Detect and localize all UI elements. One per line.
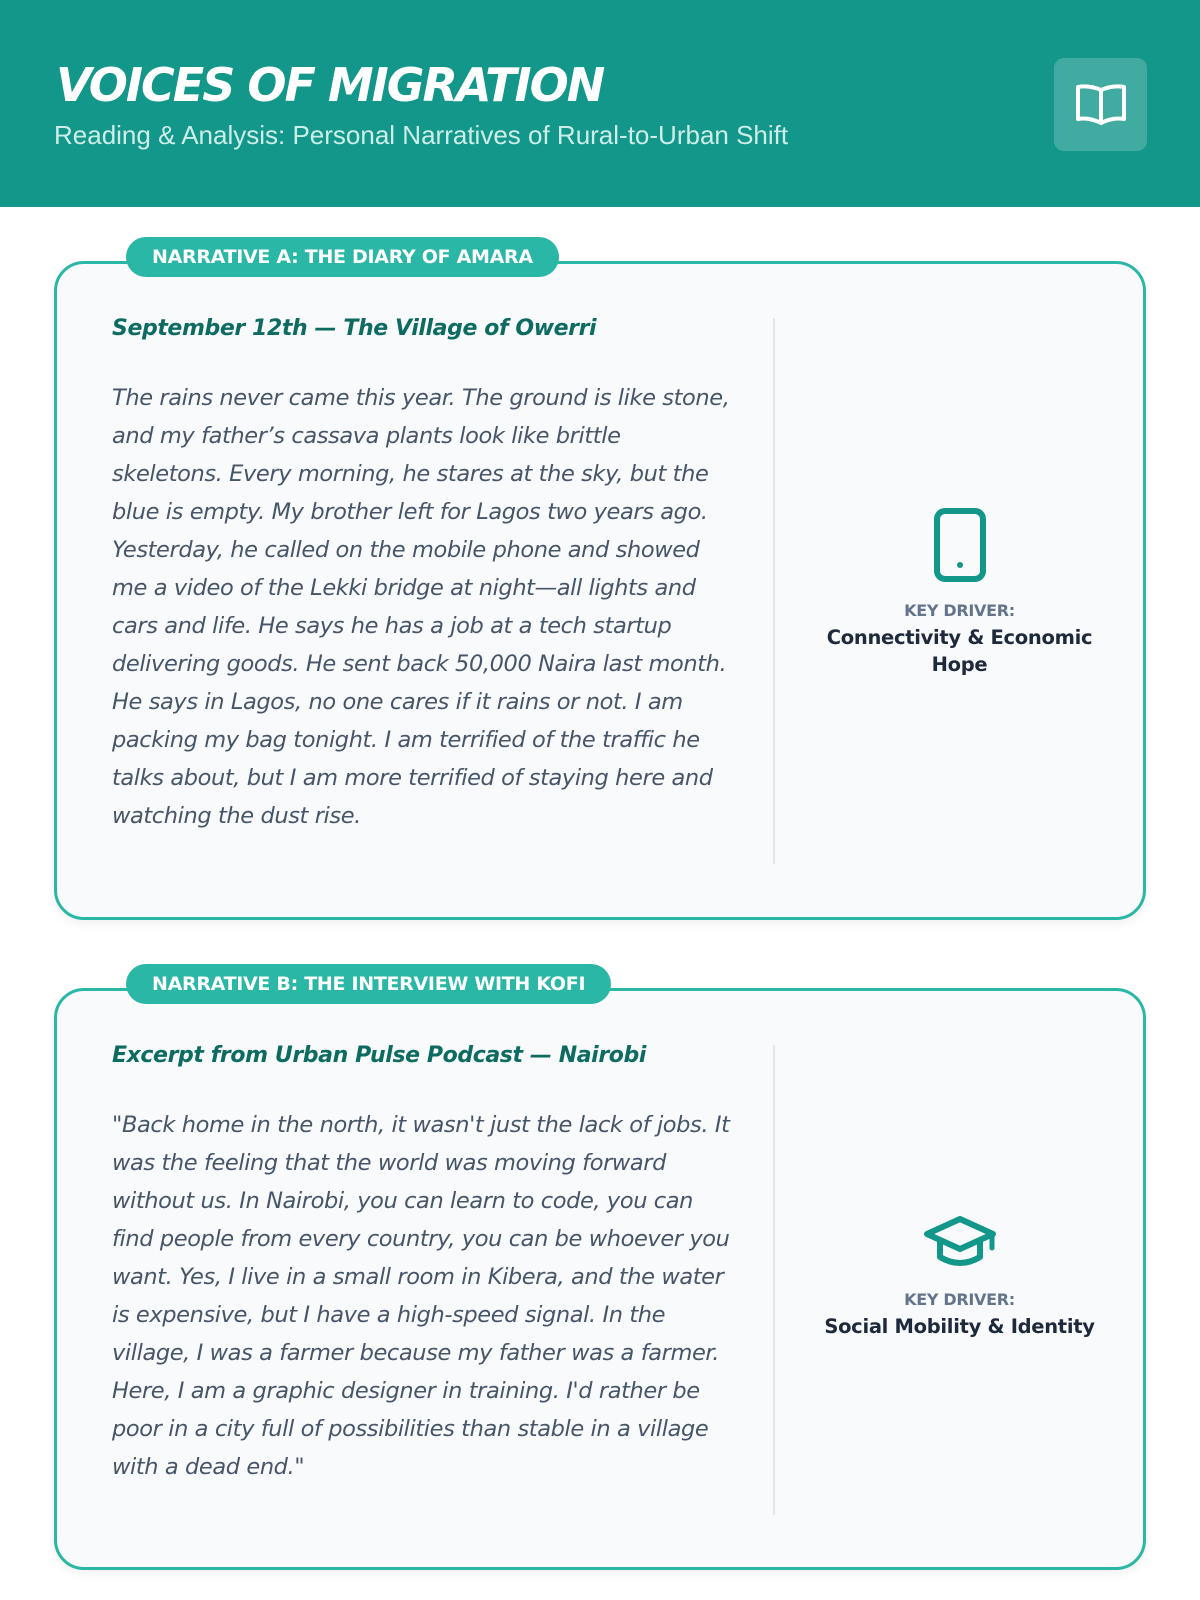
page-header bbox=[0, 0, 1200, 207]
page-subtitle: Reading & Analysis: Personal Narratives of Rural-to-Urban Shift bbox=[54, 120, 789, 150]
narrative-card-b bbox=[54, 973, 1146, 1570]
key-driver bbox=[777, 1214, 1142, 1340]
key-driver-label: KEY DRIVER: bbox=[904, 1290, 1015, 1309]
page-title: VOICES OF MIGRATION bbox=[56, 58, 604, 112]
key-driver-value: Connectivity & Economic Hope bbox=[826, 626, 1093, 676]
narrative-tag: NARRATIVE A: THE DIARY OF AMARA bbox=[126, 237, 559, 277]
key-driver-value: Social Mobility & Identity bbox=[824, 1315, 1095, 1338]
narrative-tag: NARRATIVE B: THE INTERVIEW WITH KOFI bbox=[126, 964, 611, 1004]
narrative-card-a bbox=[54, 246, 1146, 920]
key-driver-label: KEY DRIVER: bbox=[904, 601, 1015, 620]
key-driver bbox=[777, 507, 1142, 678]
book-button[interactable] bbox=[1054, 58, 1147, 151]
narrative-body: "Back home in the north, it wasn't just the lack of jobs. It was the feeling that the world was moving forward without us. In Nairobi, you can learn to code, you can find people from every country, you can be whoever you want. Yes, I live in a small room in Kibera, and the water is expensive, but I have a high-speed signal. In the village, I was a farmer because my father was a farmer. Here, I am a graphic designer in training. I'd rather be poor in a city full of possibilities than stable in a village with a dead end." bbox=[112, 1112, 730, 1480]
column-divider bbox=[773, 1045, 775, 1515]
column-divider bbox=[773, 318, 775, 864]
graduation-cap-icon bbox=[922, 1214, 998, 1272]
mobile-phone-icon bbox=[932, 507, 988, 583]
narrative-heading: September 12th — The Village of Owerri bbox=[112, 316, 597, 341]
book-open-icon bbox=[1075, 82, 1127, 128]
narrative-heading: Excerpt from Urban Pulse Podcast — Nairobi bbox=[112, 1043, 646, 1068]
narrative-body: The rains never came this year. The ground is like stone, and my father’s cassava plants look like brittle skeletons. Every morning, he stares at the sky, but the blue is empty. My brother left for Lagos two years ago. Yesterday, he called on the mobile phone and showed me a video of the Lekki bridge at night—all lights and cars and life. He says he has a job at a tech startup delivering goods. He sent back 50,000 Naira last month. He says in Lagos, no one cares if it rains or not. I am packing my bag tonight. I am terrified of the traffic he talks about, but I am more terrified of staying here and watching the dust rise. bbox=[112, 385, 730, 829]
